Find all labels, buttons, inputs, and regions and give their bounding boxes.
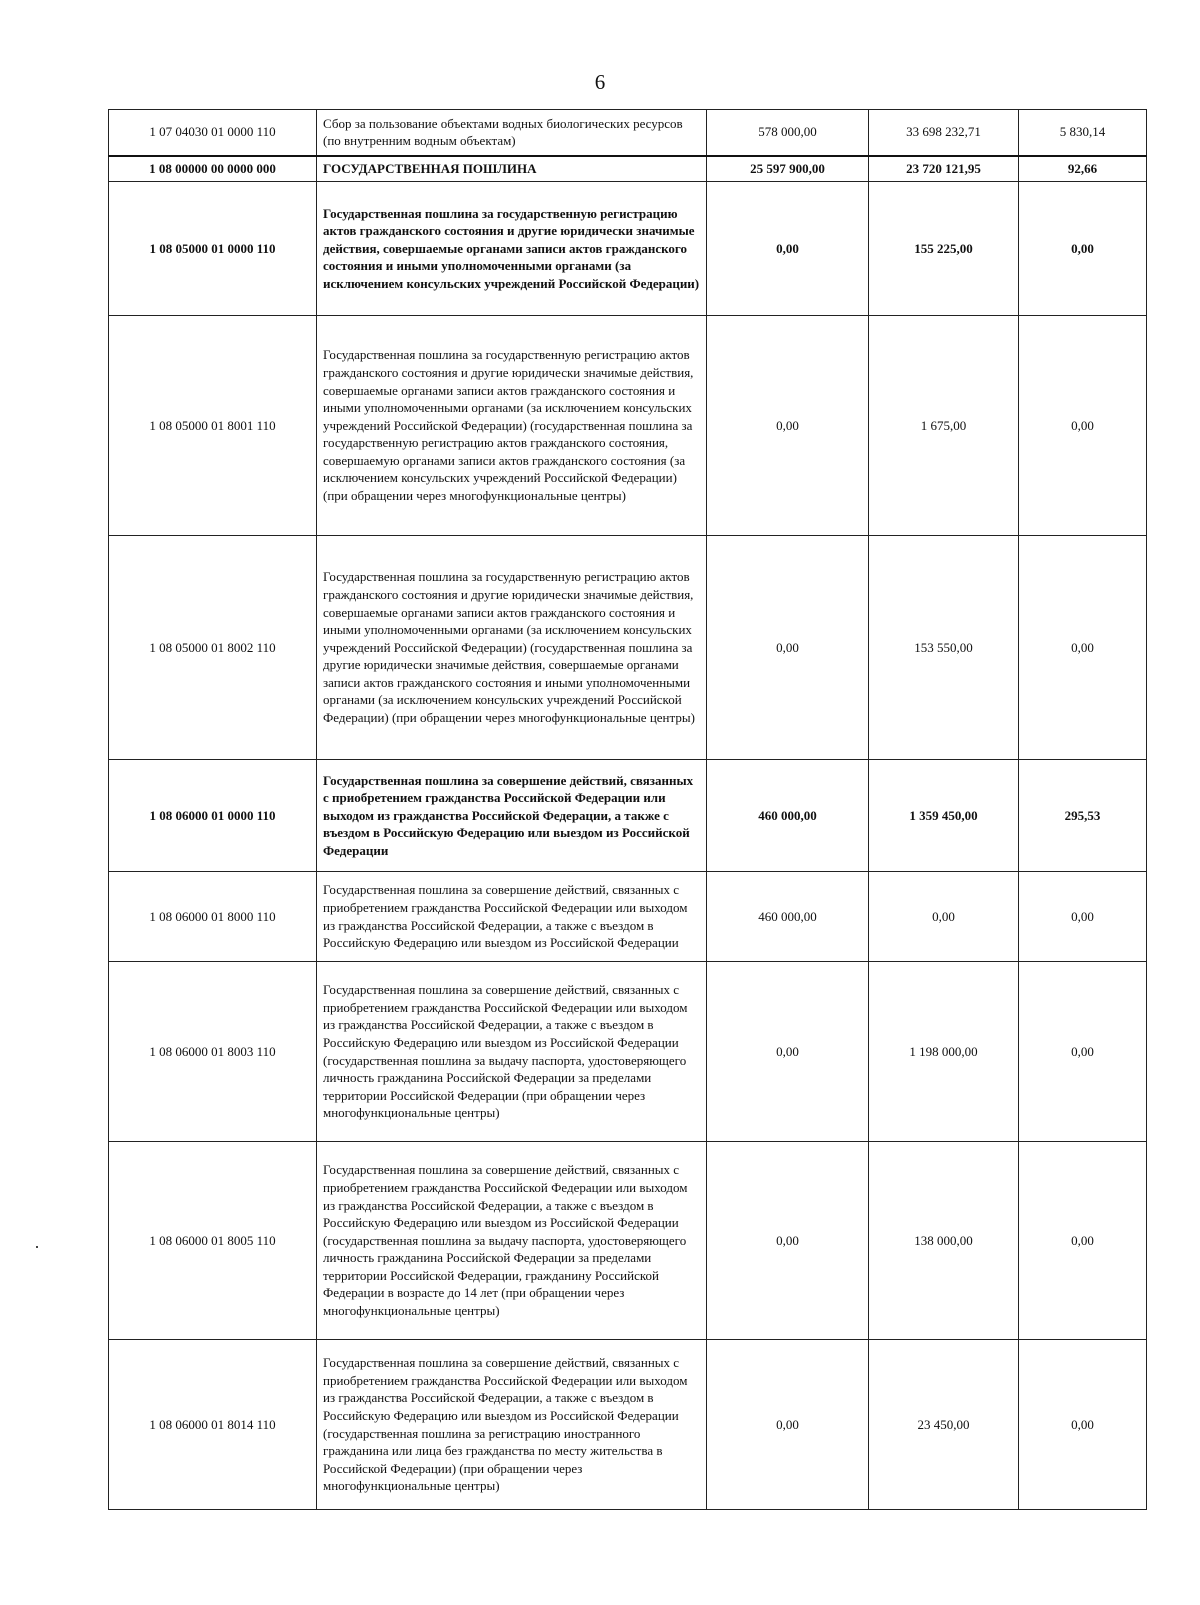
revenue-name-cell: ГОСУДАРСТВЕННАЯ ПОШЛИНА — [317, 156, 707, 182]
execution-percent-cell: 0,00 — [1019, 536, 1147, 760]
kbk-code-cell: 1 08 05000 01 0000 110 — [109, 182, 317, 316]
kbk-code-cell: 1 08 05000 01 8002 110 — [109, 536, 317, 760]
execution-percent-cell: 0,00 — [1019, 872, 1147, 962]
plan-amount-cell: 0,00 — [707, 962, 869, 1142]
execution-percent-cell: 0,00 — [1019, 1340, 1147, 1510]
execution-percent-cell: 0,00 — [1019, 962, 1147, 1142]
table-row — [109, 156, 1147, 182]
actual-amount-cell: 153 550,00 — [869, 536, 1019, 760]
scan-speck — [36, 1246, 38, 1248]
execution-percent-cell: 0,00 — [1019, 1142, 1147, 1340]
actual-amount-cell: 23 450,00 — [869, 1340, 1019, 1510]
kbk-code-cell: 1 08 06000 01 8005 110 — [109, 1142, 317, 1340]
kbk-code-cell: 1 08 06000 01 0000 110 — [109, 760, 317, 872]
kbk-code-cell: 1 08 05000 01 8001 110 — [109, 316, 317, 536]
plan-amount-cell: 460 000,00 — [707, 760, 869, 872]
plan-amount-cell: 0,00 — [707, 182, 869, 316]
revenue-name-cell: Государственная пошлина за государственную регистрацию актов гражданского состояния и другие юридически значимые действия, совершаемые органами записи актов гражданского состояния и иными уполномоченными органами (за исключением консульских учреждений Российской Федерации) (государственная пошлина за другие юридически значимые действия, совершаемые органами записи актов гражданского состояния и иными уполномоченными органами (за исключением консульских учреждений Российской Федерации) (при обращении через многофункциональные центры) — [317, 536, 707, 760]
kbk-code-cell: 1 08 06000 01 8000 110 — [109, 872, 317, 962]
execution-percent-cell: 5 830,14 — [1019, 110, 1147, 156]
revenue-name-cell: Сбор за пользование объектами водных биологических ресурсов (по внутренним водным объектам) — [317, 110, 707, 156]
table-row — [109, 1340, 1147, 1510]
execution-percent-cell: 295,53 — [1019, 760, 1147, 872]
revenue-name-cell: Государственная пошлина за государственную регистрацию актов гражданского состояния и другие юридически значимые действия, совершаемые органами записи актов гражданского состояния и иными уполномоченными органами (за исключением консульских учреждений Российской Федерации) (государственная пошлина за государственную регистрацию актов гражданского состояния, совершаемую органами записи актов гражданского состояния (за исключением консульских учреждений Российской Федерации) (при обращении через многофункциональные центры) — [317, 316, 707, 536]
plan-amount-cell: 25 597 900,00 — [707, 156, 869, 182]
revenue-name-cell: Государственная пошлина за совершение действий, связанных с приобретением гражданства Российской Федерации или выходом из гражданства Российской Федерации, а также с въездом в Российскую Федерацию или выездом из Российской Федерации — [317, 760, 707, 872]
actual-amount-cell: 23 720 121,95 — [869, 156, 1019, 182]
table-row — [109, 110, 1147, 156]
revenue-name-cell: Государственная пошлина за совершение действий, связанных с приобретением гражданства Российской Федерации или выходом из гражданства Российской Федерации, а также с въездом в Российскую Федерацию или выездом из Российской Федерации (государственная пошлина за выдачу паспорта, удостоверяющего личность гражданина Российской Федерации за пределами территории Российской Федерации, гражданину Российской Федерации в возрасте до 14 лет (при обращении через многофункциональные центры) — [317, 1142, 707, 1340]
kbk-code-cell: 1 07 04030 01 0000 110 — [109, 110, 317, 156]
execution-percent-cell: 0,00 — [1019, 316, 1147, 536]
table-row — [109, 872, 1147, 962]
kbk-code-cell: 1 08 06000 01 8014 110 — [109, 1340, 317, 1510]
revenue-name-cell: Государственная пошлина за совершение действий, связанных с приобретением гражданства Российской Федерации или выходом из гражданства Российской Федерации, а также с въездом в Российскую Федерацию или выездом из Российской Федерации (государственная пошлина за выдачу паспорта, удостоверяющего личность гражданина Российской Федерации за пределами территории Российской Федерации (при обращении через многофункциональные центры) — [317, 962, 707, 1142]
actual-amount-cell: 0,00 — [869, 872, 1019, 962]
actual-amount-cell: 155 225,00 — [869, 182, 1019, 316]
revenue-name-cell: Государственная пошлина за совершение действий, связанных с приобретением гражданства Российской Федерации или выходом из гражданства Российской Федерации, а также с въездом в Российскую Федерацию или выездом из Российской Федерации — [317, 872, 707, 962]
actual-amount-cell: 138 000,00 — [869, 1142, 1019, 1340]
plan-amount-cell: 0,00 — [707, 536, 869, 760]
kbk-code-cell: 1 08 06000 01 8003 110 — [109, 962, 317, 1142]
kbk-code-cell: 1 08 00000 00 0000 000 — [109, 156, 317, 182]
table-row — [109, 182, 1147, 316]
actual-amount-cell: 1 359 450,00 — [869, 760, 1019, 872]
plan-amount-cell: 0,00 — [707, 1340, 869, 1510]
table-row — [109, 1142, 1147, 1340]
table-row — [109, 962, 1147, 1142]
actual-amount-cell: 33 698 232,71 — [869, 110, 1019, 156]
revenue-name-cell: Государственная пошлина за государственную регистрацию актов гражданского состояния и другие юридически значимые действия, совершаемые органами записи актов гражданского состояния и иными уполномоченными органами (за исключением консульских учреждений Российской Федерации) — [317, 182, 707, 316]
page-number: 6 — [594, 70, 606, 94]
table-row — [109, 316, 1147, 536]
plan-amount-cell: 0,00 — [707, 316, 869, 536]
table-body — [109, 110, 1147, 1510]
execution-percent-cell: 92,66 — [1019, 156, 1147, 182]
plan-amount-cell: 578 000,00 — [707, 110, 869, 156]
plan-amount-cell: 460 000,00 — [707, 872, 869, 962]
revenue-name-cell: Государственная пошлина за совершение действий, связанных с приобретением гражданства Российской Федерации или выходом из гражданства Российской Федерации, а также с въездом в Российскую Федерацию или выездом из Российской Федерации (государственная пошлина за регистрацию иностранного гражданина или лица без гражданства по месту жительства в Российской Федерации) (при обращении через многофункциональные центры) — [317, 1340, 707, 1510]
execution-percent-cell: 0,00 — [1019, 182, 1147, 316]
table-row — [109, 536, 1147, 760]
actual-amount-cell: 1 675,00 — [869, 316, 1019, 536]
budget-revenue-table — [108, 109, 1147, 1510]
actual-amount-cell: 1 198 000,00 — [869, 962, 1019, 1142]
plan-amount-cell: 0,00 — [707, 1142, 869, 1340]
table-row — [109, 760, 1147, 872]
